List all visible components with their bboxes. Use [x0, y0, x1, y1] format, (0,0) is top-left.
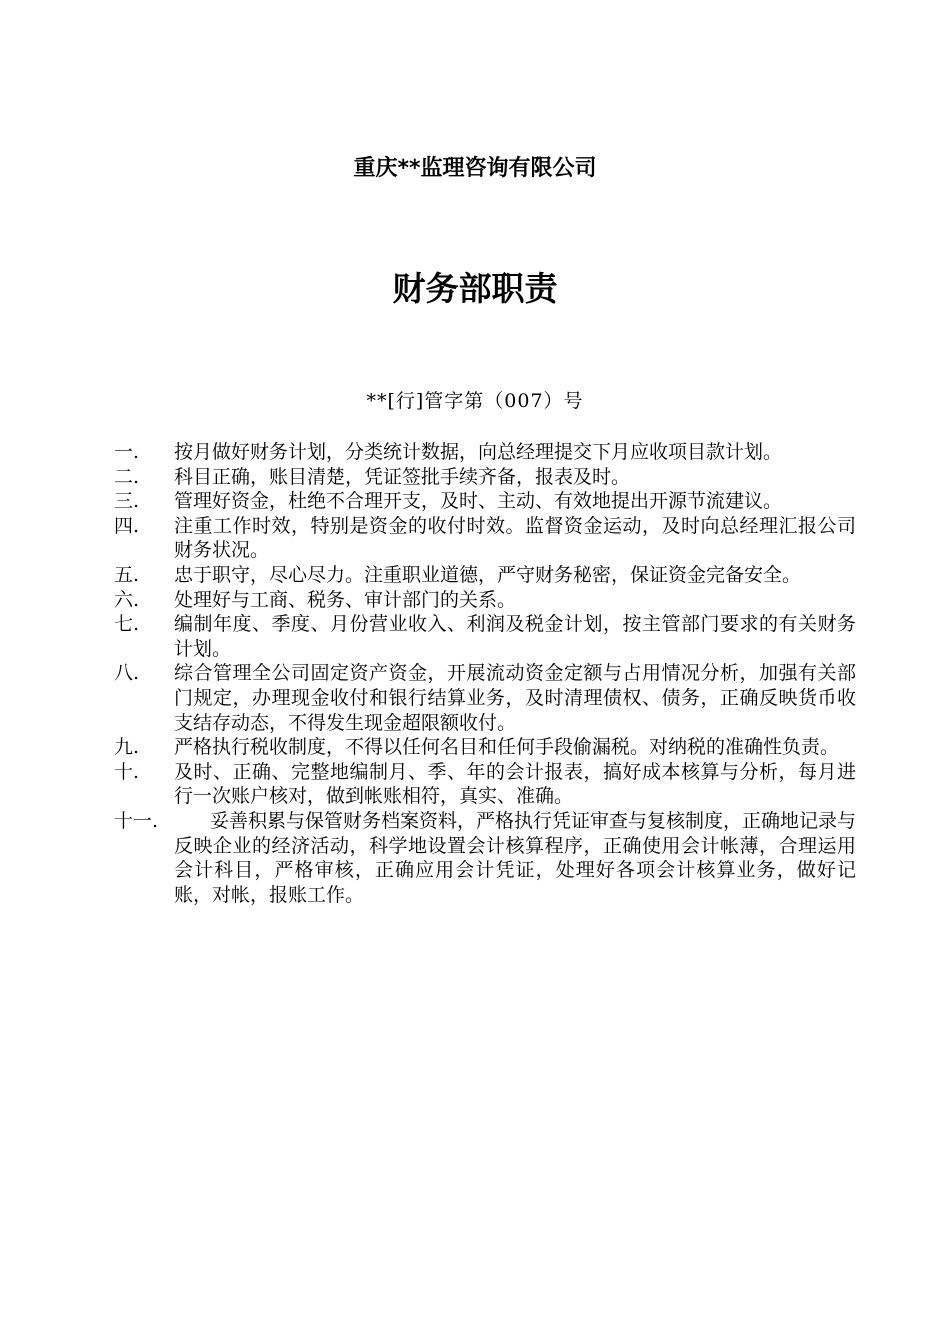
list-item	[114, 612, 856, 661]
item-number: 五.	[114, 563, 140, 586]
item-text: 妥善积累与保管财务档案资料，严格执行凭证审查与复核制度，正确地记录与反映企业的经济活动，科学地设置会计核算程序，正确使用会计帐薄，合理运用会计科目，严格审核，正确应用会计凭证，处理好各项会计核算业务，做好记账，对帐，报账工作。	[174, 809, 857, 906]
item-text: 忠于职守，尽心尽力。注重职业道德，严守财务秘密，保证资金完备安全。	[174, 563, 802, 586]
item-number: 三.	[114, 490, 140, 513]
list-item	[114, 489, 856, 514]
item-number: 一.	[114, 441, 140, 463]
company-name: 重庆**监理咨询有限公司	[353, 156, 597, 181]
list-item	[114, 588, 856, 613]
list-item	[114, 440, 856, 465]
list-item	[114, 661, 856, 735]
item-number: 四.	[114, 514, 140, 537]
item-number: 八.	[114, 662, 140, 685]
document-number: **[行]管字第（007）号	[366, 390, 584, 412]
item-text: 综合管理全公司固定资产资金，开展流动资金定额与占用情况分析，加强有关部门规定，办理现金收付和银行结算业务，及时清理债权、债务，正确反映货币收支结存动态，不得发生现金超限额收付。	[174, 662, 856, 734]
item-number: 七.	[114, 613, 140, 636]
item-text: 注重工作时效，特别是资金的收付时效。监督资金运动，及时向总经理汇报公司财务状况。	[174, 514, 856, 562]
item-text: 及时、正确、完整地编制月、季、年的会计报表，搞好成本核算与分析，每月进行一次账户核对，做到帐账相符，真实、准确。	[174, 760, 856, 808]
item-text: 编制年度、季度、月份营业收入、利润及税金计划，按主管部门要求的有关财务计划。	[174, 613, 856, 660]
item-number: 二.	[114, 465, 140, 488]
list-item	[114, 735, 856, 760]
list-item	[114, 563, 856, 588]
list-item	[114, 465, 856, 490]
item-number: 十.	[114, 760, 140, 783]
item-text: 管理好资金，杜绝不合理开支，及时、主动、有效地提出开源节流建议。	[174, 490, 783, 513]
duty-list	[114, 440, 856, 907]
list-item	[114, 809, 856, 907]
item-text: 处理好与工商、税务、审计部门的关系。	[174, 588, 517, 611]
page-title: 财务部职责	[392, 269, 558, 308]
list-item	[114, 760, 856, 809]
item-text: 科目正确，账目清楚，凭证签批手续齐备，报表及时。	[174, 465, 631, 488]
item-number: 九.	[114, 736, 140, 759]
item-text: 按月做好财务计划，分类统计数据，向总经理提交下月应收项目款计划。	[174, 441, 783, 463]
list-item	[114, 514, 856, 563]
item-number: 十一.	[114, 809, 159, 832]
item-number: 六.	[114, 588, 140, 611]
item-text: 严格执行税收制度，不得以任何名目和任何手段偷漏税。对纳税的准确性负责。	[174, 736, 840, 759]
